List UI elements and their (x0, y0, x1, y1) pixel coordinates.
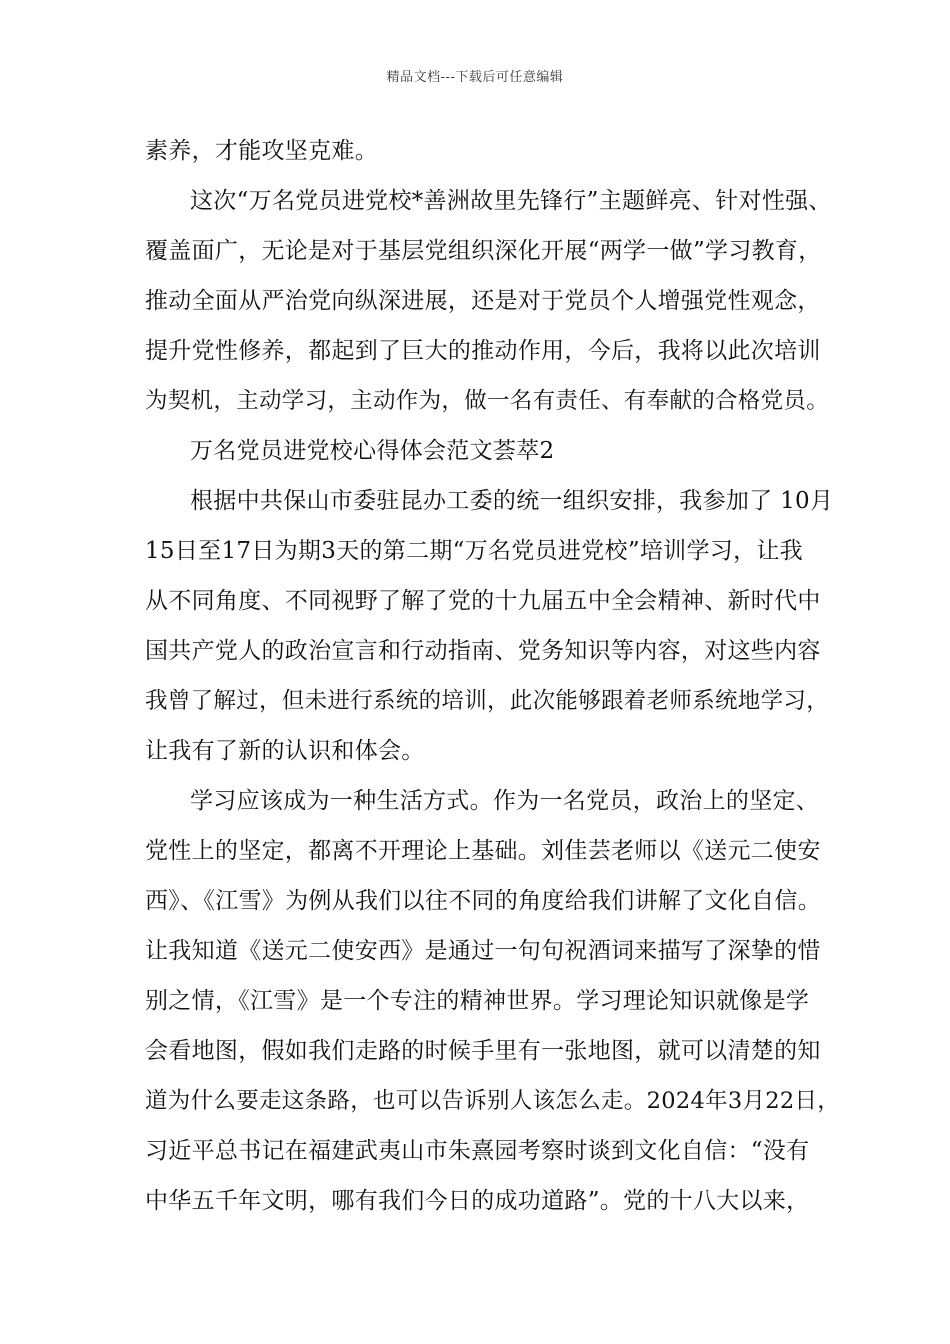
text-line: 让我有了新的认识和体会。 (145, 738, 425, 764)
text-line: 提升党性修养，都起到了巨大的推动作用，今后，我将以此次培训 (145, 338, 821, 364)
text-line: 道为什么要走这条路，也可以告诉别人该怎么走。2024年3月22日， (145, 1088, 841, 1114)
text-line: 国共产党人的政治宣言和行动指南、党务知识等内容，对这些内容 (145, 638, 821, 664)
text-line: 党性上的坚定，都离不开理论上基础。刘佳芸老师以《送元二使安 (145, 838, 821, 864)
text-line: 习近平总书记在福建武夷山市朱熹园考察时谈到文化自信：“没有 (145, 1138, 810, 1164)
paragraph-first-line: 学习应该成为一种生活方式。作为一名党员，政治上的坚定、 (190, 788, 820, 814)
paragraph-first-line: 这次“万名党员进党校*善洲故里先锋行”主题鲜亮、针对性强、 (190, 188, 832, 214)
section-heading: 万名党员进党校心得体会范文荟萃2 (190, 438, 555, 464)
page-header: 精品文档---下载后可任意编辑 (386, 70, 564, 85)
paragraph-first-line: 根据中共保山市委驻昆办工委的统一组织安排，我参加了 10月 (190, 488, 834, 514)
text-line: 为契机，主动学习，主动作为，做一名有责任、有奉献的合格党员。 (145, 388, 830, 414)
text-line: 中华五千年文明，哪有我们今日的成功道路”。党的十八大以来， (145, 1188, 810, 1214)
text-line: 别之情，《江雪》是一个专注的精神世界。学习理论知识就像是学 (145, 988, 810, 1014)
text-line: 西》、《江雪》为例从我们以往不同的角度给我们讲解了文化自信。 (145, 888, 821, 914)
text-line: 推动全面从严治党向纵深进展，还是对于党员个人增强党性观念， (145, 288, 821, 314)
text-line: 素养，才能攻坚克难。 (145, 138, 378, 164)
text-line: 我曾了解过，但未进行系统的培训，此次能够跟着老师系统地学习， (145, 688, 830, 714)
text-line: 让我知道《送元二使安西》是通过一句句祝酒词来描写了深挚的惜 (145, 938, 821, 964)
text-line: 覆盖面广，无论是对于基层党组织深化开展“两学一做”学习教育， (145, 238, 822, 264)
text-line: 15日至17日为期3天的第二期“万名党员进党校”培训学习，让我 (145, 538, 803, 564)
text-line: 会看地图，假如我们走路的时候手里有一张地图，就可以清楚的知 (145, 1038, 821, 1064)
text-line: 从不同角度、不同视野了解了党的十九届五中全会精神、新时代中 (145, 588, 821, 614)
